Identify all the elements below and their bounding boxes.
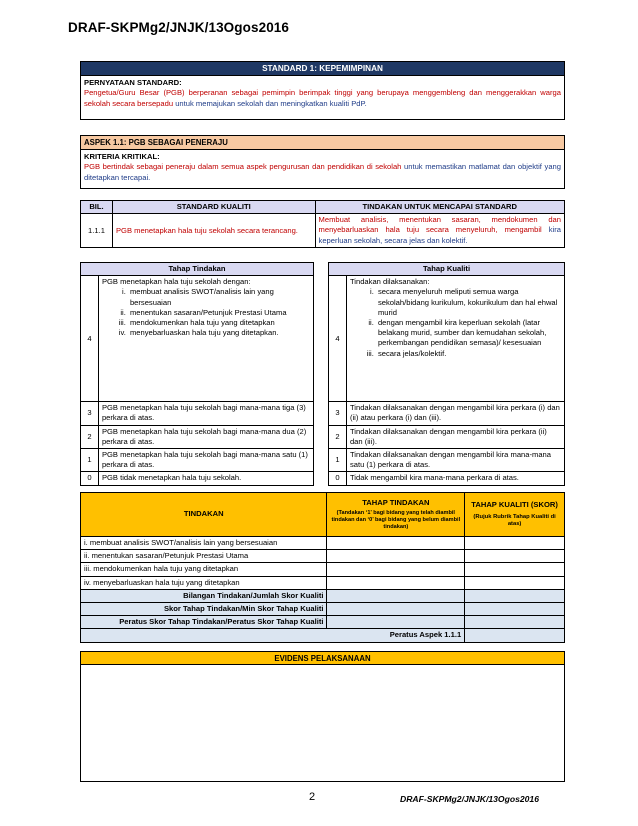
skor-table	[80, 492, 565, 643]
standard-kualiti-value: PGB menetapkan hala tuju sekolah secara terancang.	[112, 214, 315, 248]
tahap-kualiti-level: 1	[329, 449, 347, 472]
tahap-kualiti-cell[interactable]	[465, 576, 565, 589]
evidens-area[interactable]	[80, 664, 565, 782]
tahap-kualiti-desc: Tindakan dilaksanakan dengan mengambil kira mana-mana satu (1) perkara di atas.	[346, 449, 564, 472]
footer-doc-id: DRAF-SKPMg2/JNJK/13Ogos2016	[400, 794, 539, 804]
summary-label: Bilangan Tindakan/Jumlah Skor Kualiti	[81, 589, 327, 602]
tahap-kualiti-desc: Tindakan dilaksanakan dengan mengambil kira perkara (ii) dan (iii).	[346, 425, 564, 448]
pernyataan-blue: untuk memajukan sekolah dan meningkatkan kualiti PdP.	[175, 98, 367, 108]
tahap-kualiti-intro: Tindakan dilaksanakan:	[349, 277, 430, 287]
standard-title: STANDARD 1: KEPEMIMPINAN	[80, 61, 565, 76]
tahap-tindakan-cell[interactable]	[327, 576, 465, 589]
tahap-tindakan-level: 1	[81, 449, 99, 472]
tahap-tindakan-desc	[98, 276, 313, 402]
summary-label: Peratus Skor Tahap Tindakan/Peratus Skor Tahap Kualiti	[81, 616, 327, 629]
tahap-kualiti-instruction: (Rujuk Rubrik Tahap Kualiti di atas)	[473, 513, 556, 528]
tahap-kualiti-level: 0	[329, 472, 347, 485]
tahap-tindakan-instruction: (Tandakan ‘1’ bagi bidang yang telah diambil tindakan dan ‘0’ bagi bidang yang belum diambil tindakan)	[331, 509, 461, 531]
pernyataan-text	[84, 88, 561, 109]
tahap-tindakan-desc: PGB menetapkan hala tuju sekolah bagi mana-mana dua (2) perkara di atas.	[98, 425, 313, 448]
col-standard-kualiti: STANDARD KUALITI	[112, 201, 315, 214]
page-number: 2	[309, 791, 316, 803]
summary-kualiti-cell[interactable]	[465, 589, 565, 602]
col-tindakan: TINDAKAN	[81, 493, 327, 537]
table-row: ii. menentukan sasaran/Petunjuk Prestasi Utama	[81, 550, 327, 563]
pernyataan-red: Pengetua/Guru Besar (PGB) berperanan sebagai pemimpin berimpak tinggi yang berupaya menggembleng dan menggerakkan warga sekolah secara bersepadu	[84, 88, 561, 108]
kriteria-label: KRITERIA KRITIKAL:	[84, 152, 160, 161]
tahap-tindakan-level: 4	[81, 276, 99, 402]
summary-tindakan-cell[interactable]	[327, 616, 465, 629]
table-row: iii. mendokumenkan hala tuju yang ditetapkan	[81, 563, 327, 576]
peratus-aspek-label: Peratus Aspek 1.1.1	[81, 629, 465, 642]
tahap-tindakan-cell[interactable]	[327, 537, 465, 550]
tahap-kualiti-cell[interactable]	[465, 550, 565, 563]
kriteria-red: PGB bertindak sebagai peneraju dalam semua aspek pengurusan dan pendidikan di sekolah	[84, 162, 402, 172]
summary-tindakan-cell[interactable]	[327, 589, 465, 602]
tindakan-standard-value	[315, 214, 564, 248]
tahap-tindakan-header: Tahap Tindakan	[81, 263, 314, 276]
tahap-kualiti-title: TAHAP KUALITI (SKOR)	[471, 500, 558, 510]
standard-kualiti-table	[80, 200, 565, 248]
bil-value: 1.1.1	[81, 214, 113, 248]
pernyataan-standard-box	[80, 75, 565, 120]
tahap-kualiti-desc: Tindakan dilaksanakan dengan mengambil kira perkara (i) dan (ii) atau perkara (i) dan (iii).	[346, 402, 564, 425]
tahap-tindakan-level: 2	[81, 425, 99, 448]
col-tindakan-standard: TINDAKAN UNTUK MENCAPAI STANDARD	[315, 201, 564, 214]
kriteria-blue: untuk memastikan matlamat dan objektif yang ditetapkan tercapai.	[84, 162, 561, 182]
kriteria-text	[84, 162, 561, 183]
col-tahap-tindakan	[327, 493, 465, 537]
tahap-tindakan-title: TAHAP TINDAKAN	[362, 497, 430, 507]
tahap-kualiti-desc	[346, 276, 564, 402]
list-item: i. secara menyeluruh meliputi semua warga sekolah/bidang kurikulum, kokurikulum dan hal ehwal murid	[376, 287, 561, 318]
tahap-kualiti-level: 2	[329, 425, 347, 448]
list-item: ii. dengan mengambil kira keperluan sekolah (latar belakang murid, sumber dan kemudahan sekolah, perkembangan pendidikan semasa)/ kesesuaian	[376, 318, 561, 349]
tahap-tindakan-cell[interactable]	[327, 550, 465, 563]
tindakan-blue: kira keperluan sekolah, secara jelas dan kolektif.	[318, 225, 561, 245]
summary-kualiti-cell[interactable]	[465, 603, 565, 616]
list-item: iii. secara jelas/kolektif.	[376, 349, 561, 359]
tahap-tindakan-cell[interactable]	[327, 563, 465, 576]
tahap-tindakan-desc: PGB menetapkan hala tuju sekolah bagi mana-mana tiga (3) perkara di atas.	[98, 402, 313, 425]
tahap-tindakan-table	[80, 262, 314, 486]
tahap-tindakan-intro: PGB menetapkan hala tuju sekolah dengan:	[101, 277, 251, 287]
evidens-title: EVIDENS PELAKSANAAN	[80, 651, 565, 665]
tahap-tindakan-level: 3	[81, 402, 99, 425]
col-tahap-kualiti	[465, 493, 565, 537]
tahap-kualiti-table	[328, 262, 565, 486]
list-item: iv. menyebarluaskan hala tuju yang ditetapkan.	[128, 328, 310, 338]
col-bil: BIL.	[81, 201, 113, 214]
table-row: iv. menyebarluaskan hala tuju yang ditetapkan	[81, 576, 327, 589]
tahap-tindakan-desc: PGB menetapkan hala tuju sekolah bagi mana-mana satu (1) perkara di atas.	[98, 449, 313, 472]
summary-kualiti-cell[interactable]	[465, 616, 565, 629]
list-item: iii. mendokumenkan hala tuju yang ditetapkan	[128, 318, 310, 328]
list-item: ii. menentukan sasaran/Petunjuk Prestasi Utama	[128, 308, 310, 318]
tahap-kualiti-list	[350, 287, 561, 358]
tahap-tindakan-level: 0	[81, 472, 99, 485]
aspek-title: ASPEK 1.1: PGB SEBAGAI PENERAJU	[80, 135, 565, 150]
table-row: i. membuat analisis SWOT/analisis lain yang bersesuaian	[81, 537, 327, 550]
tahap-kualiti-level: 3	[329, 402, 347, 425]
document-header: DRAF-SKPMg2/JNJK/13Ogos2016	[68, 20, 290, 35]
tahap-kualiti-header: Tahap Kualiti	[329, 263, 565, 276]
list-item: i. membuat analisis SWOT/analisis lain yang bersesuaian	[128, 287, 310, 307]
tahap-kualiti-level: 4	[329, 276, 347, 402]
tindakan-red: Membuat analisis, menentukan sasaran, mendokumen dan menyebarluaskan hala tuju secara menyeluruh, mengambil	[318, 215, 561, 235]
tahap-kualiti-cell[interactable]	[465, 537, 565, 550]
summary-tindakan-cell[interactable]	[327, 603, 465, 616]
peratus-aspek-cell[interactable]	[465, 629, 565, 642]
kriteria-kritikal-box	[80, 149, 565, 189]
tahap-tindakan-desc: PGB tidak menetapkan hala tuju sekolah.	[98, 472, 313, 485]
summary-label: Skor Tahap Tindakan/Min Skor Tahap Kualiti	[81, 603, 327, 616]
tahap-kualiti-cell[interactable]	[465, 563, 565, 576]
pernyataan-label: PERNYATAAN STANDARD:	[84, 78, 182, 87]
tahap-tindakan-list	[102, 287, 310, 338]
tahap-kualiti-desc: Tidak mengambil kira mana-mana perkara di atas.	[346, 472, 564, 485]
